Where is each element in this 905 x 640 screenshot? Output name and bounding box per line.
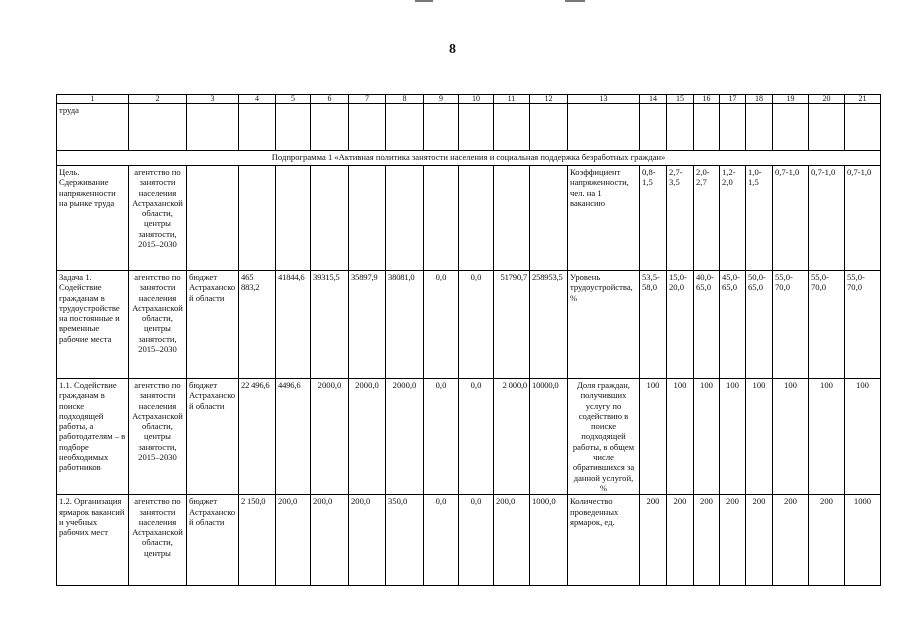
value-cell: 200,0 — [349, 495, 386, 586]
value-cell: 51790,7 — [494, 271, 530, 379]
value-cell: 35897,9 — [349, 271, 386, 379]
target-cell: 100 — [809, 379, 845, 495]
column-number: 12 — [530, 95, 568, 104]
target-cell: 0,7-1,0 — [845, 166, 881, 271]
value-cell: 39315,5 — [311, 271, 349, 379]
value-cell: 22 496,6 — [239, 379, 276, 495]
target-cell: 55,0-70,0 — [845, 271, 881, 379]
target-cell: 100 — [773, 379, 809, 495]
value-cell: 38081,0 — [386, 271, 424, 379]
continuation-cell: труда — [57, 104, 129, 151]
row-name: Задача 1. Содействие гражданам в трудоустройстве на постоянные и временные рабочие места — [57, 271, 129, 379]
table-row — [57, 379, 881, 495]
column-number: 13 — [568, 95, 640, 104]
target-cell: 200 — [694, 495, 720, 586]
target-cell: 100 — [667, 379, 694, 495]
row-source: бюджет Астраханской области — [187, 379, 239, 495]
row-indicator: Уровень трудоустройства, % — [568, 271, 640, 379]
value-cell — [530, 166, 568, 271]
target-cell: 200 — [746, 495, 773, 586]
value-cell — [276, 166, 311, 271]
target-cell: 200 — [773, 495, 809, 586]
value-cell: 0,0 — [424, 495, 459, 586]
column-number: 21 — [845, 95, 881, 104]
value-cell — [349, 166, 386, 271]
column-number: 18 — [746, 95, 773, 104]
target-cell: 55,0-70,0 — [809, 271, 845, 379]
row-executor: агентство по занятости населения Астраханской области, центры занятости, 2015–2030 — [129, 271, 187, 379]
column-number: 14 — [640, 95, 667, 104]
row-name: 1.1. Содействие гражданам в поиске подходящей работы, а работодателям – в подборе необходимых работников — [57, 379, 129, 495]
value-cell: 4496,6 — [276, 379, 311, 495]
value-cell: 0,0 — [459, 379, 494, 495]
value-cell — [424, 166, 459, 271]
target-cell: 100 — [694, 379, 720, 495]
value-cell: 1000,0 — [530, 495, 568, 586]
value-cell: 2000,0 — [311, 379, 349, 495]
row-executor: агентство по занятости населения Астраханской области, центры — [129, 495, 187, 586]
value-cell: 10000,0 — [530, 379, 568, 495]
column-number: 16 — [694, 95, 720, 104]
value-cell: 465 883,2 — [239, 271, 276, 379]
column-number: 9 — [424, 95, 459, 104]
row-source: бюджет Астраханской области — [187, 271, 239, 379]
target-cell: 40,0-65,0 — [694, 271, 720, 379]
target-cell: 0,7-1,0 — [809, 166, 845, 271]
target-cell: 1,2-2,0 — [720, 166, 746, 271]
column-number-row — [57, 95, 881, 104]
target-cell: 100 — [720, 379, 746, 495]
column-number: 7 — [349, 95, 386, 104]
row-indicator: Коэффициент напряженности, чел. на 1 вакансию — [568, 166, 640, 271]
target-cell: 200 — [720, 495, 746, 586]
value-cell: 0,0 — [459, 495, 494, 586]
column-number: 4 — [239, 95, 276, 104]
target-cell: 50,0-65,0 — [746, 271, 773, 379]
target-cell: 45,0-65,0 — [720, 271, 746, 379]
target-cell: 100 — [845, 379, 881, 495]
column-number: 10 — [459, 95, 494, 104]
target-cell: 0,7-1,0 — [773, 166, 809, 271]
column-number: 2 — [129, 95, 187, 104]
row-name: 1.2. Организация ярмарок вакансий и учебных рабочих мест — [57, 495, 129, 586]
value-cell: 350,0 — [386, 495, 424, 586]
subprogram-row — [57, 151, 881, 166]
value-cell — [494, 166, 530, 271]
row-executor: агентство по занятости населения Астраханской области, центры занятости, 2015–2030 — [129, 379, 187, 495]
column-number: 17 — [720, 95, 746, 104]
value-cell — [311, 166, 349, 271]
value-cell: 200,0 — [276, 495, 311, 586]
target-cell: 0,8-1,5 — [640, 166, 667, 271]
top-edge-marks — [415, 0, 585, 3]
target-cell: 1,0-1,5 — [746, 166, 773, 271]
target-cell: 2,0-2,7 — [694, 166, 720, 271]
value-cell: 200,0 — [494, 495, 530, 586]
column-number: 11 — [494, 95, 530, 104]
target-cell: 200 — [640, 495, 667, 586]
target-cell: 1000 — [845, 495, 881, 586]
program-table — [56, 94, 881, 586]
table-row — [57, 271, 881, 379]
value-cell: 200,0 — [311, 495, 349, 586]
target-cell: 15,0-20,0 — [667, 271, 694, 379]
value-cell: 41844,6 — [276, 271, 311, 379]
row-executor: агентство по занятости населения Астраханской области, центры занятости, 2015–2030 — [129, 166, 187, 271]
row-source — [187, 166, 239, 271]
target-cell: 100 — [640, 379, 667, 495]
column-number: 19 — [773, 95, 809, 104]
value-cell — [459, 166, 494, 271]
value-cell: 258953,5 — [530, 271, 568, 379]
page-number: 8 — [449, 42, 456, 57]
column-number: 15 — [667, 95, 694, 104]
target-cell: 200 — [809, 495, 845, 586]
value-cell: 0,0 — [459, 271, 494, 379]
target-cell: 200 — [667, 495, 694, 586]
table-row — [57, 495, 881, 586]
table-row — [57, 166, 881, 271]
column-number: 3 — [187, 95, 239, 104]
value-cell — [386, 166, 424, 271]
target-cell: 2,7-3,5 — [667, 166, 694, 271]
row-indicator: Количество проведенных ярмарок, ед. — [568, 495, 640, 586]
value-cell: 0,0 — [424, 379, 459, 495]
row-indicator: Доля граждан, получивших услугу по содействию в поиске подходящей работы, в общем числе обратившихся за данной услугой, % — [568, 379, 640, 495]
column-number: 1 — [57, 95, 129, 104]
target-cell: 55,0-70,0 — [773, 271, 809, 379]
column-number: 5 — [276, 95, 311, 104]
column-number: 8 — [386, 95, 424, 104]
value-cell: 2 150,0 — [239, 495, 276, 586]
row-source: бюджет Астраханской области — [187, 495, 239, 586]
value-cell — [239, 166, 276, 271]
continuation-row — [57, 104, 881, 151]
value-cell: 2000,0 — [349, 379, 386, 495]
target-cell: 53,5-58,0 — [640, 271, 667, 379]
row-name: Цель. Сдерживание напряженности на рынке труда — [57, 166, 129, 271]
target-cell: 100 — [746, 379, 773, 495]
subprogram-title: Подпрограмма 1 «Активная политика занятости населения и социальная поддержка безработных граждан» — [57, 151, 881, 166]
value-cell: 0,0 — [424, 271, 459, 379]
column-number: 20 — [809, 95, 845, 104]
column-number: 6 — [311, 95, 349, 104]
value-cell: 2 000,0 — [494, 379, 530, 495]
value-cell: 2000,0 — [386, 379, 424, 495]
